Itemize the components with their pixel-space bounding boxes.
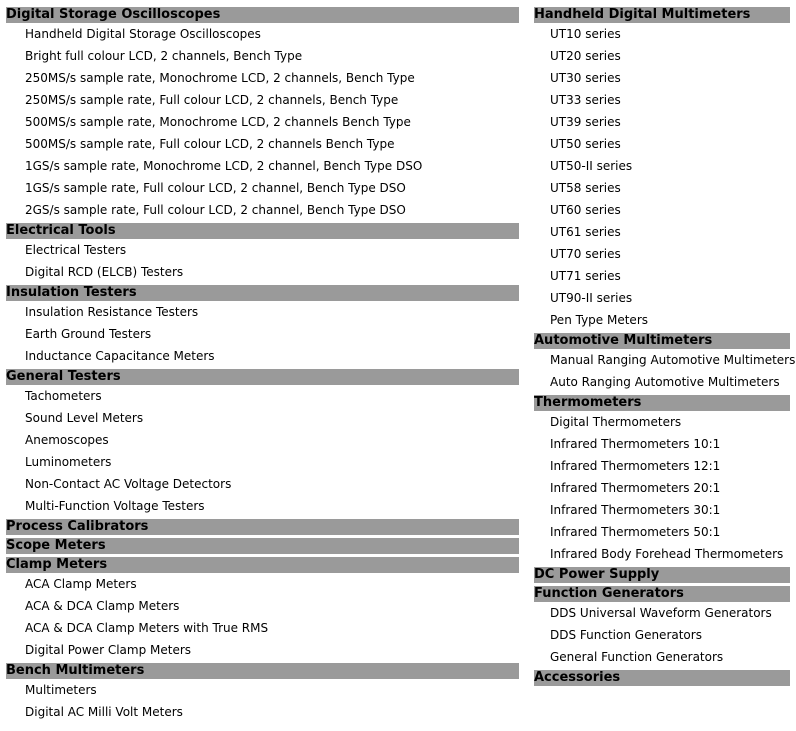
product-link[interactable]: Sound Level Meters [25, 411, 144, 425]
product-link-list [534, 602, 790, 668]
category-thermometers [534, 395, 790, 565]
category-header-clamp-meters[interactable]: Clamp Meters [6, 557, 519, 573]
category-insulation-testers [6, 285, 519, 367]
product-link[interactable]: DDS Universal Waveform Generators [550, 606, 772, 620]
category-scope-meters [6, 538, 519, 554]
product-link[interactable]: UT61 series [550, 225, 621, 239]
product-link[interactable]: Infrared Body Forehead Thermometers [550, 547, 784, 561]
category-electrical-tools [6, 223, 519, 283]
category-process-calibrators [6, 519, 519, 535]
product-link[interactable]: General Function Generators [550, 650, 724, 664]
right-category-column [534, 7, 796, 689]
product-link-list [6, 385, 519, 517]
product-link[interactable]: Bright full colour LCD, 2 channels, Bench Type [25, 49, 303, 63]
product-link-list [6, 679, 519, 723]
product-link[interactable]: 1GS/s sample rate, Monochrome LCD, 2 channel, Bench Type DSO [25, 159, 423, 173]
product-link[interactable]: Manual Ranging Automotive Multimeters [550, 353, 796, 367]
product-link[interactable]: 2GS/s sample rate, Full colour LCD, 2 channel, Bench Type DSO [25, 203, 406, 217]
category-header-dc-power-supply[interactable]: DC Power Supply [534, 567, 790, 583]
category-clamp-meters [6, 557, 519, 661]
product-link[interactable]: 500MS/s sample rate, Monochrome LCD, 2 channels Bench Type [25, 115, 411, 129]
product-link[interactable]: ACA & DCA Clamp Meters [25, 599, 180, 613]
product-link[interactable]: Pen Type Meters [550, 313, 648, 327]
category-header-electrical-tools[interactable]: Electrical Tools [6, 223, 519, 239]
category-header-process-calibrators[interactable]: Process Calibrators [6, 519, 519, 535]
left-category-column [6, 7, 519, 725]
product-link[interactable]: Infrared Thermometers 30:1 [550, 503, 721, 517]
product-link[interactable]: UT71 series [550, 269, 621, 283]
product-link[interactable]: 1GS/s sample rate, Full colour LCD, 2 channel, Bench Type DSO [25, 181, 406, 195]
product-link[interactable]: UT50 series [550, 137, 621, 151]
product-link[interactable]: Infrared Thermometers 10:1 [550, 437, 721, 451]
product-link[interactable]: Multimeters [25, 683, 97, 697]
product-link-list [6, 239, 519, 283]
product-link[interactable]: Handheld Digital Storage Oscilloscopes [25, 27, 261, 41]
product-link[interactable]: UT39 series [550, 115, 621, 129]
product-link[interactable]: UT30 series [550, 71, 621, 85]
product-link[interactable]: Digital RCD (ELCB) Testers [25, 265, 184, 279]
product-link[interactable]: 500MS/s sample rate, Full colour LCD, 2 channels Bench Type [25, 137, 395, 151]
category-header-accessories[interactable]: Accessories [534, 670, 790, 686]
product-link[interactable]: Digital Thermometers [550, 415, 682, 429]
product-link[interactable]: Non-Contact AC Voltage Detectors [25, 477, 232, 491]
product-link[interactable]: Digital AC Milli Volt Meters [25, 705, 183, 719]
product-link[interactable]: UT50-II series [550, 159, 633, 173]
product-link[interactable]: UT90-II series [550, 291, 633, 305]
product-link[interactable]: Earth Ground Testers [25, 327, 152, 341]
category-dc-power-supply [534, 567, 790, 583]
product-link[interactable]: UT10 series [550, 27, 621, 41]
category-header-scope-meters[interactable]: Scope Meters [6, 538, 519, 554]
category-header-insulation-testers[interactable]: Insulation Testers [6, 285, 519, 301]
product-link-list [6, 301, 519, 367]
product-link[interactable]: 250MS/s sample rate, Full colour LCD, 2 channels, Bench Type [25, 93, 399, 107]
category-digital-storage-oscilloscopes [6, 7, 519, 221]
category-handheld-digital-multimeters [534, 7, 790, 331]
product-link[interactable]: Infrared Thermometers 12:1 [550, 459, 721, 473]
category-header-general-testers[interactable]: General Testers [6, 369, 519, 385]
product-link-list [6, 23, 519, 221]
category-function-generators [534, 586, 790, 668]
product-link[interactable]: ACA Clamp Meters [25, 577, 137, 591]
product-link[interactable]: Inductance Capacitance Meters [25, 349, 215, 363]
product-link[interactable]: UT33 series [550, 93, 621, 107]
category-header-automotive-multimeters[interactable]: Automotive Multimeters [534, 333, 790, 349]
product-link-list [534, 23, 790, 331]
product-link-list [534, 411, 790, 565]
category-accessories [534, 670, 790, 686]
product-link[interactable]: Luminometers [25, 455, 112, 469]
product-link[interactable]: DDS Function Generators [550, 628, 702, 642]
category-general-testers [6, 369, 519, 517]
category-header-bench-multimeters[interactable]: Bench Multimeters [6, 663, 519, 679]
product-link[interactable]: Electrical Testers [25, 243, 127, 257]
category-automotive-multimeters [534, 333, 796, 393]
product-link[interactable]: Infrared Thermometers 20:1 [550, 481, 721, 495]
category-header-handheld-digital-multimeters[interactable]: Handheld Digital Multimeters [534, 7, 790, 23]
product-link[interactable]: Anemoscopes [25, 433, 109, 447]
product-link[interactable]: Multi-Function Voltage Testers [25, 499, 205, 513]
category-header-thermometers[interactable]: Thermometers [534, 395, 790, 411]
product-link[interactable]: ACA & DCA Clamp Meters with True RMS [25, 621, 269, 635]
category-header-function-generators[interactable]: Function Generators [534, 586, 790, 602]
product-link[interactable]: Tachometers [25, 389, 102, 403]
product-link-list [534, 349, 796, 393]
product-link[interactable]: UT58 series [550, 181, 621, 195]
product-link[interactable]: UT70 series [550, 247, 621, 261]
product-link[interactable]: UT60 series [550, 203, 621, 217]
product-link[interactable]: Infrared Thermometers 50:1 [550, 525, 721, 539]
category-header-digital-storage-oscilloscopes[interactable]: Digital Storage Oscilloscopes [6, 7, 519, 23]
product-link[interactable]: Auto Ranging Automotive Multimeters [550, 375, 780, 389]
product-link[interactable]: 250MS/s sample rate, Monochrome LCD, 2 channels, Bench Type [25, 71, 415, 85]
category-bench-multimeters [6, 663, 519, 723]
product-link-list [6, 573, 519, 661]
product-link[interactable]: Digital Power Clamp Meters [25, 643, 192, 657]
product-link[interactable]: Insulation Resistance Testers [25, 305, 199, 319]
product-link[interactable]: UT20 series [550, 49, 621, 63]
